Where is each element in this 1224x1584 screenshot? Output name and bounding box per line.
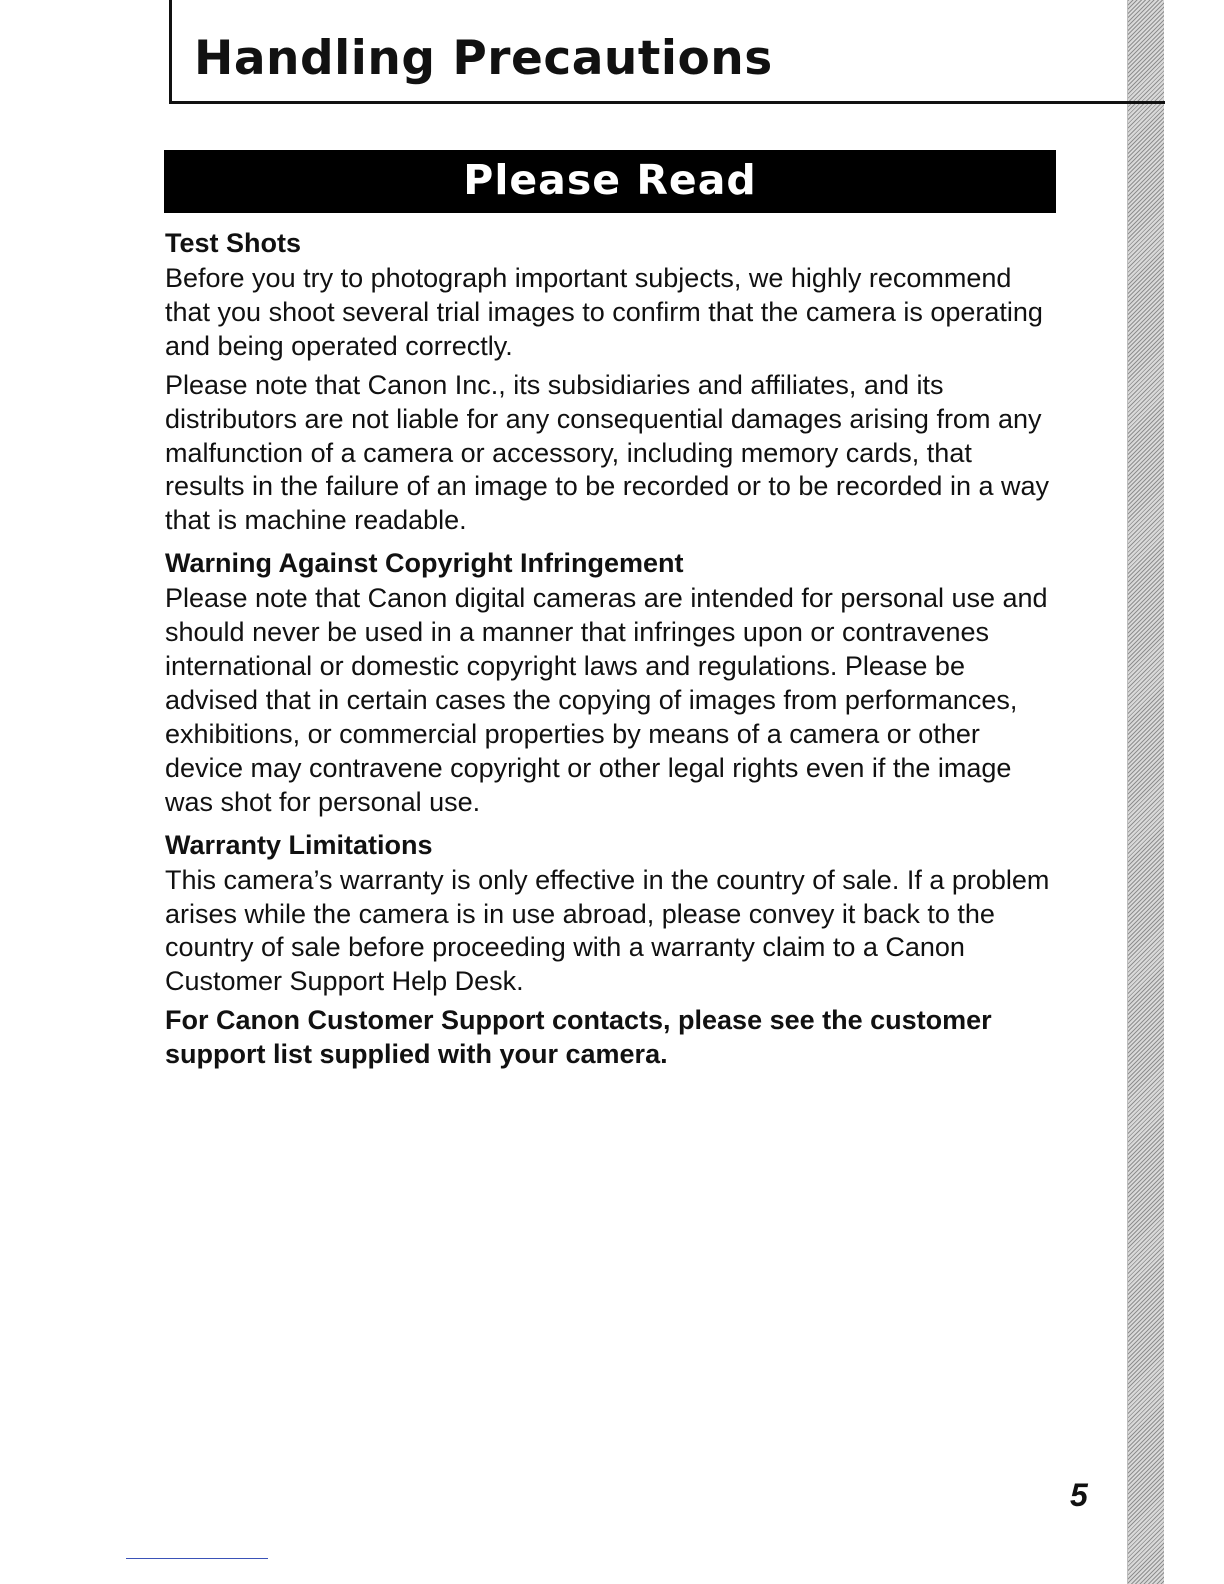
side-tab-strip: [1127, 0, 1164, 1584]
body-paragraph: Before you try to photograph important subjects, we highly recommend that you shoot several trial images to confirm that the camera is operating and being operated correctly.: [165, 263, 1043, 361]
body-paragraph: This camera’s warranty is only effective in the country of sale. If a problem arises while the camera is in use abroad, please convey it back to the country of sale before proceeding with a warranty claim to a Canon Customer Support Help Desk.: [165, 864, 1050, 997]
section-heading-test-shots: Test Shots: [165, 228, 302, 258]
page-number: 5: [1070, 1477, 1088, 1513]
customer-support-note: For Canon Customer Support contacts, please see the customer support list supplied with your camera.: [165, 1005, 992, 1070]
section-warranty: [165, 828, 1055, 1072]
body-paragraph: Please note that Canon Inc., its subsidiaries and affiliates, and its distributors are not liable for any consequential damages arising from any malfunction of a camera or accessory, including memory cards, that results in the failure of an image to be recorded or to be recorded in a way that is machine readable.: [165, 369, 1049, 536]
title-frame: [169, 0, 1165, 104]
footer-rule: [126, 1558, 268, 1559]
section-heading-warranty: Warranty Limitations: [165, 829, 433, 860]
page-title: Handling Precautions: [194, 31, 773, 86]
body-paragraph: Please note that Canon digital cameras are intended for personal use and should never be used in a manner that infringes upon or contravenes international or domestic copyright laws and regulations. Please be advised that in certain cases the copying of images from performances, exhibitions, or commercial properties by means of a camera or other device may contravene copyright or other legal rights even if the image was shot for personal use.: [165, 583, 1048, 817]
section-test-shots: [165, 226, 1055, 538]
please-read-banner: Please Read: [164, 150, 1056, 213]
section-copyright: [165, 546, 1055, 819]
section-heading-copyright: Warning Against Copyright Infringement: [165, 548, 684, 579]
main-content: [165, 226, 1055, 1077]
